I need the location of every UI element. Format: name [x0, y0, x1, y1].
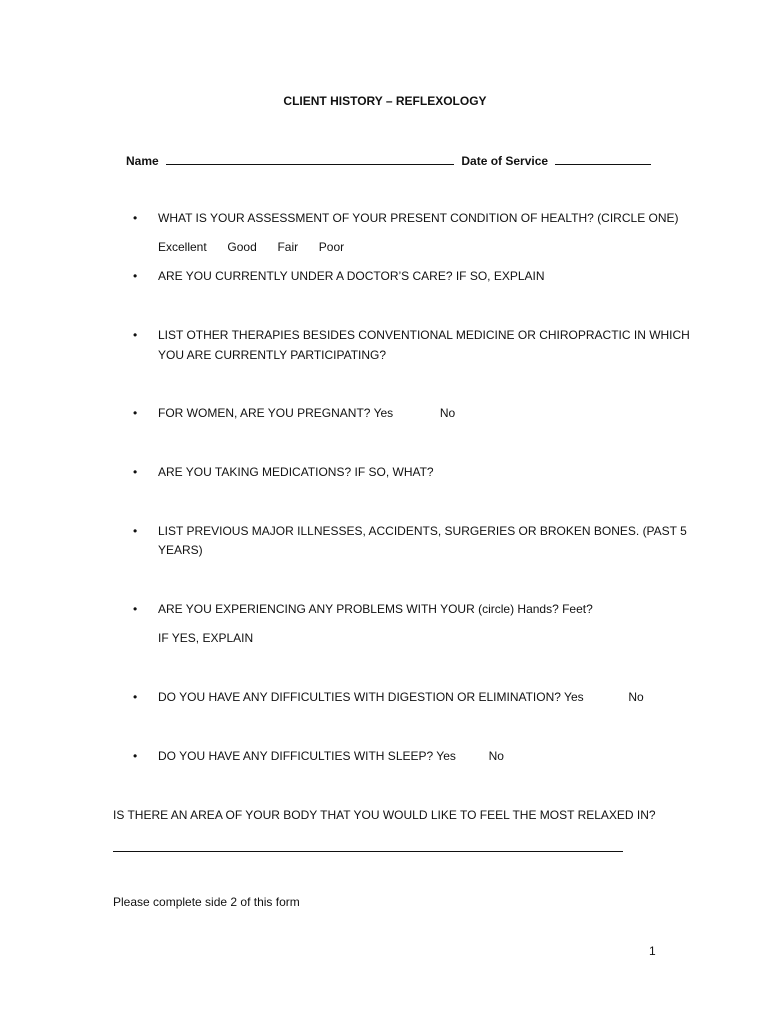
- option-fair[interactable]: Fair: [277, 240, 299, 254]
- pregnant-text-yes[interactable]: FOR WOMEN, ARE YOU PREGNANT? Yes: [158, 406, 394, 420]
- question-medications: ARE YOU TAKING MEDICATIONS? IF SO, WHAT?: [158, 465, 434, 479]
- sleep-no[interactable]: No: [488, 749, 504, 763]
- option-excellent[interactable]: Excellent: [158, 240, 207, 254]
- bullet-5: •: [133, 465, 138, 479]
- form-title: CLIENT HISTORY – REFLEXOLOGY: [283, 94, 487, 108]
- question-other-therapies-line2: YOU ARE CURRENTLY PARTICIPATING?: [158, 348, 387, 362]
- question-doctors-care: ARE YOU CURRENTLY UNDER A DOCTOR’S CARE? IF SO, EXPLAIN: [158, 269, 545, 283]
- option-poor[interactable]: Poor: [318, 240, 345, 254]
- name-date-row: [126, 152, 651, 168]
- health-options: [158, 238, 344, 257]
- bullet-9: •: [133, 749, 138, 763]
- question-digestion: [158, 688, 644, 707]
- digestion-text-yes[interactable]: DO YOU HAVE ANY DIFFICULTIES WITH DIGESTION OR ELIMINATION? Yes: [158, 690, 584, 704]
- bullet-8: •: [133, 690, 138, 704]
- bullet-2: •: [133, 269, 138, 283]
- question-sleep: [158, 747, 504, 766]
- name-field[interactable]: [166, 152, 454, 165]
- question-illnesses-line1: LIST PREVIOUS MAJOR ILLNESSES, ACCIDENTS, SURGERIES OR BROKEN BONES. (PAST 5: [158, 524, 687, 538]
- question-other-therapies-line1: LIST OTHER THERAPIES BESIDES CONVENTIONAL MEDICINE OR CHIROPRACTIC IN WHICH: [158, 328, 690, 342]
- date-of-service-field[interactable]: [555, 152, 651, 165]
- question-hands-feet: ARE YOU EXPERIENCING ANY PROBLEMS WITH YOUR (circle) Hands? Feet?: [158, 602, 593, 616]
- page-number: 1: [649, 944, 656, 958]
- question-pregnant: [158, 404, 455, 423]
- bullet-3: •: [133, 328, 138, 342]
- relax-question: IS THERE AN AREA OF YOUR BODY THAT YOU WOULD LIKE TO FEEL THE MOST RELAXED IN?: [113, 808, 656, 822]
- pregnant-no[interactable]: No: [439, 406, 456, 420]
- question-health-assessment: WHAT IS YOUR ASSESSMENT OF YOUR PRESENT CONDITION OF HEALTH? (CIRCLE ONE): [158, 211, 679, 225]
- hands-feet-explain: IF YES, EXPLAIN: [158, 631, 254, 645]
- date-of-service-label: Date of Service: [461, 154, 549, 168]
- bullet-7: •: [133, 602, 138, 616]
- footer-note: Please complete side 2 of this form: [113, 895, 300, 909]
- sleep-text-yes[interactable]: DO YOU HAVE ANY DIFFICULTIES WITH SLEEP? Yes: [158, 749, 456, 763]
- relax-answer-line[interactable]: [113, 851, 623, 852]
- option-good[interactable]: Good: [227, 240, 257, 254]
- bullet-1: •: [133, 211, 138, 225]
- bullet-4: •: [133, 406, 138, 420]
- digestion-no[interactable]: No: [628, 690, 644, 704]
- question-illnesses-line2: YEARS): [158, 543, 203, 557]
- bullet-6: •: [133, 524, 138, 538]
- name-label: Name: [126, 154, 159, 168]
